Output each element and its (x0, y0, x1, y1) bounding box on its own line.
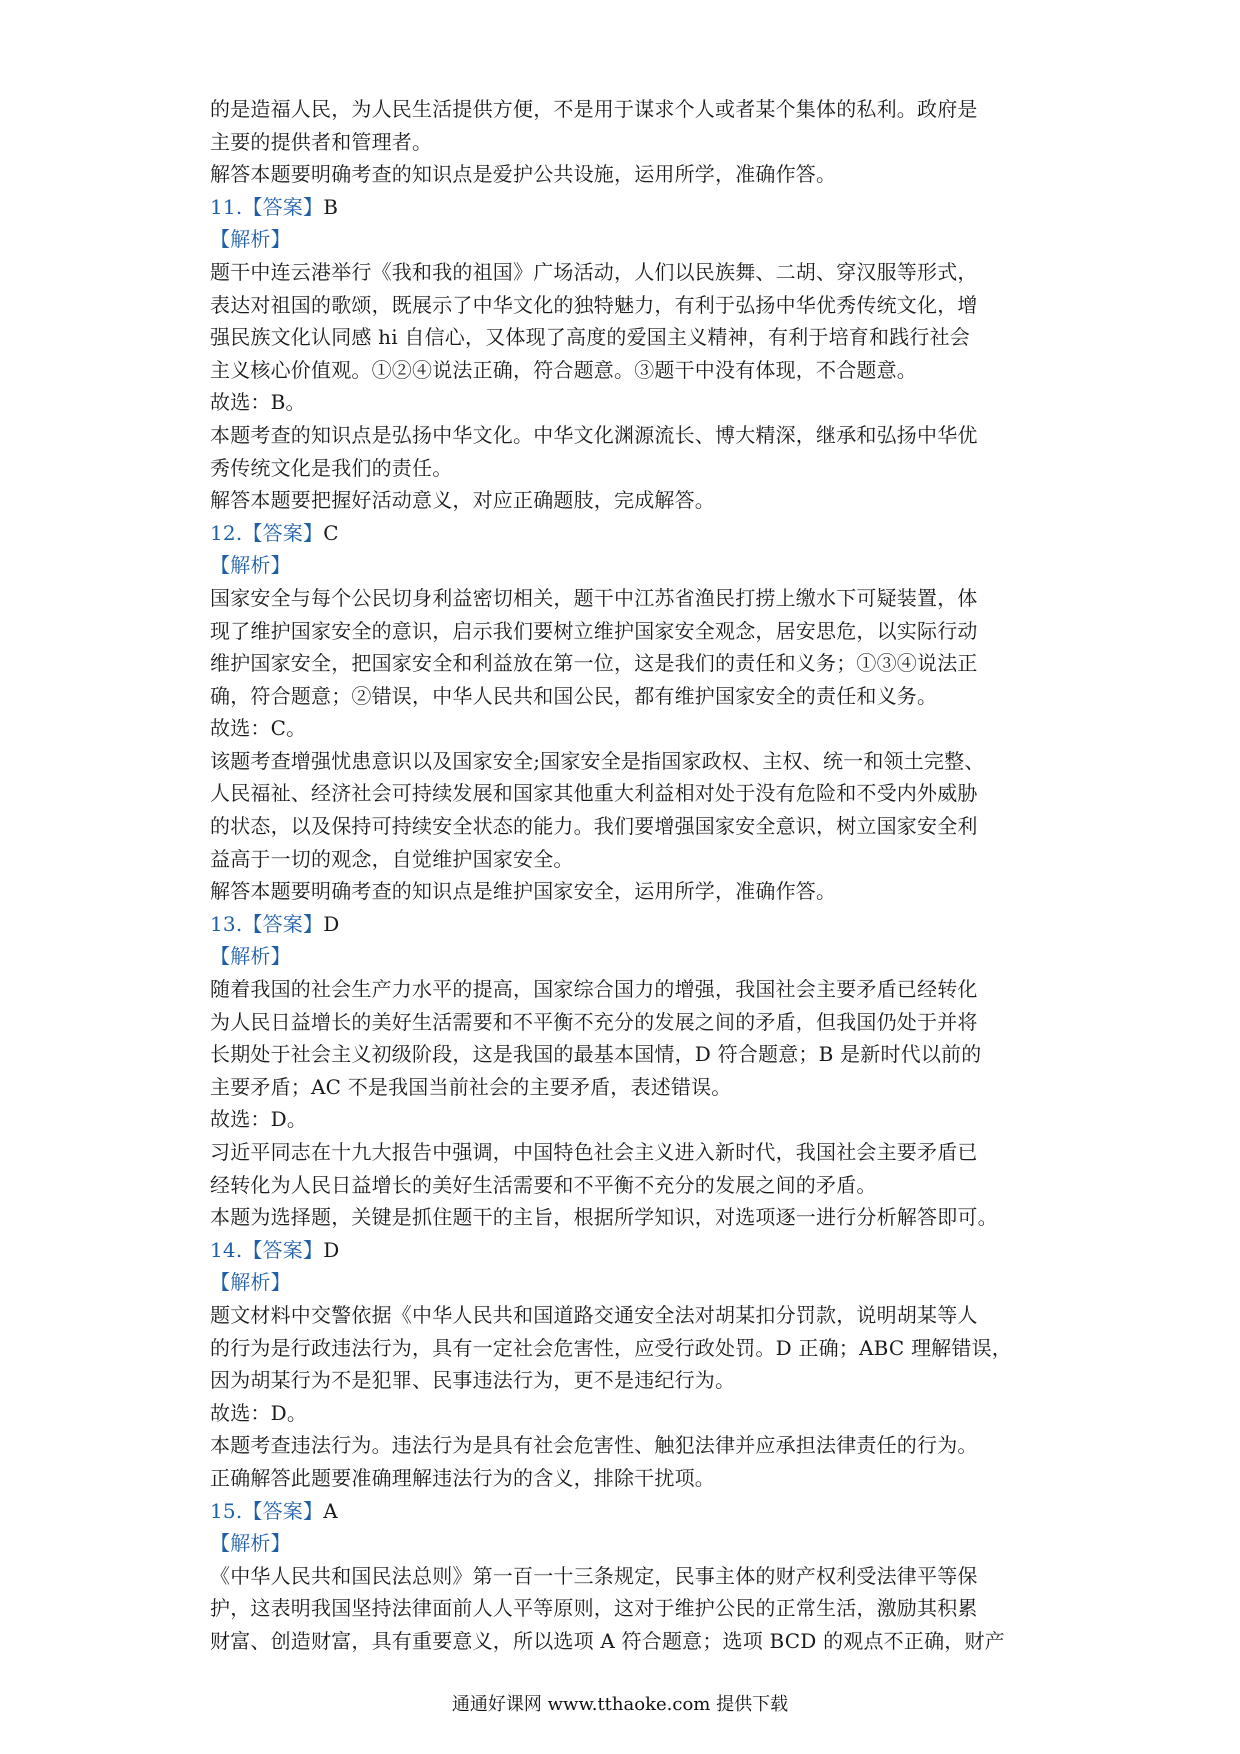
text-line (210, 321, 1048, 354)
text-line (210, 745, 1048, 778)
text-line (210, 647, 1048, 680)
text-line (210, 191, 1048, 224)
label-text: 【解析】 (210, 227, 291, 252)
text-line (210, 289, 1048, 322)
label-text: 【解析】 (210, 1531, 291, 1556)
text-line (210, 223, 1048, 256)
label-text: 【解析】 (210, 553, 291, 578)
text-line (210, 810, 1048, 843)
body-text: 题干中连云港举行《我和我的祖国》广场活动，人们以民族舞、二胡、穿汉服等形式， (210, 259, 978, 284)
body-text: 表达对祖国的歌颂，既展示了中华文化的独特魅力，有利于弘扬中华优秀传统文化，增 (210, 292, 978, 317)
text-line (210, 582, 1048, 615)
text-line (210, 158, 1048, 191)
body-text: D (323, 1237, 340, 1262)
text-line (210, 1592, 1048, 1625)
body-text: 主义核心价值观。①②④说法正确，符合题意。③题干中没有体现，不合题意。 (210, 357, 917, 382)
body-text: B (323, 194, 339, 219)
body-text: 故选：B。 (210, 390, 306, 415)
text-line (210, 1136, 1048, 1169)
text-line (210, 940, 1048, 973)
label-text: 14.【答案】 (210, 1237, 324, 1262)
text-line (210, 256, 1048, 289)
text-line (210, 1560, 1048, 1593)
text-line (210, 1038, 1048, 1071)
text-line (210, 517, 1048, 550)
body-text: 解答本题要明确考查的知识点是爱护公共设施，运用所学，准确作答。 (210, 162, 837, 187)
body-text: 该题考查增强忧患意识以及国家安全;国家安全是指国家政权、主权、统一和领土完整、 (210, 748, 985, 773)
text-line (210, 1527, 1048, 1560)
body-text: 的状态，以及保持可持续安全状态的能力。我们要增强国家安全意识，树立国家安全利 (210, 814, 978, 839)
body-text: 题文材料中交警依据《中华人民共和国道路交通安全法对胡某扣分罚款，说明胡某等人 (210, 1302, 978, 1327)
body-text: 的行为是行政违法行为，具有一定社会危害性，应受行政处罚。D 正确；ABC 理解错误， (210, 1335, 1012, 1360)
text-line (210, 973, 1048, 1006)
body-text: 故选：C。 (210, 716, 307, 741)
text-line (210, 1397, 1048, 1430)
body-text: A (323, 1498, 338, 1523)
label-text: 15.【答案】 (210, 1498, 324, 1523)
text-line (210, 1006, 1048, 1039)
text-line (210, 386, 1048, 419)
body-text: 因为胡某行为不是犯罪、民事违法行为，更不是违纪行为。 (210, 1368, 736, 1393)
label-text: 【解析】 (210, 944, 291, 969)
body-text: 随着我国的社会生产力水平的提高，国家综合国力的增强，我国社会主要矛盾已经转化 (210, 977, 978, 1002)
body-text: 益高于一切的观念，自觉维护国家安全。 (210, 846, 574, 871)
text-line (210, 712, 1048, 745)
text-line (210, 549, 1048, 582)
label-text: 12.【答案】 (210, 520, 324, 545)
body-text: 主要矛盾；AC 不是我国当前社会的主要矛盾，表述错误。 (210, 1074, 732, 1099)
text-line (210, 126, 1048, 159)
text-line (210, 680, 1048, 713)
body-text: 故选：D。 (210, 1400, 308, 1425)
text-line (210, 1234, 1048, 1267)
text-line (210, 419, 1048, 452)
text-line (210, 354, 1048, 387)
text-line (210, 1266, 1048, 1299)
body-text: 现了维护国家安全的意识，启示我们要树立维护国家安全观念，居安思危，以实际行动 (210, 618, 978, 643)
text-line (210, 93, 1048, 126)
text-line (210, 1429, 1048, 1462)
text-line (210, 1071, 1048, 1104)
text-line (210, 1462, 1048, 1495)
answer-analysis-text (210, 93, 1048, 1658)
body-text: 主要的提供者和管理者。 (210, 129, 433, 154)
body-text: D (323, 911, 340, 936)
page-footer: 通通好课网 www.tthaoke.com 提供下载 (451, 1694, 789, 1715)
body-text: 确，符合题意；②错误，中华人民共和国公民，都有维护国家安全的责任和义务。 (210, 683, 938, 708)
text-line (210, 1495, 1048, 1528)
body-text: 维护国家安全，把国家安全和利益放在第一位，这是我们的责任和义务；①③④说法正 (210, 651, 978, 676)
text-line (210, 1299, 1048, 1332)
body-text: 国家安全与每个公民切身利益密切相关，题干中江苏省渔民打捞上缴水下可疑装置，体 (210, 585, 978, 610)
body-text: 经转化为人民日益增长的美好生活需要和不平衡不充分的发展之间的矛盾。 (210, 1172, 877, 1197)
body-text: 财富、创造财富，具有重要意义，所以选项 A 符合题意；选项 BCD 的观点不正确，财产 (210, 1628, 1005, 1653)
body-text: 解答本题要把握好活动意义，对应正确题肢，完成解答。 (210, 488, 715, 513)
body-text: 为人民日益增长的美好生活需要和不平衡不充分的发展之间的矛盾，但我国仍处于并将 (210, 1009, 978, 1034)
text-line (210, 843, 1048, 876)
text-line (210, 1201, 1048, 1234)
text-line (210, 1103, 1048, 1136)
body-text: 强民族文化认同感 hi 自信心，又体现了高度的爱国主义精神，有利于培育和践行社会 (210, 325, 970, 350)
body-text: 解答本题要明确考查的知识点是维护国家安全，运用所学，准确作答。 (210, 879, 837, 904)
text-line (210, 615, 1048, 648)
body-text: 《中华人民共和国民法总则》第一百一十三条规定，民事主体的财产权利受法律平等保 (210, 1563, 978, 1588)
body-text: 故选：D。 (210, 1107, 308, 1132)
label-text: 13.【答案】 (210, 911, 324, 936)
body-text: 人民福祉、经济社会可持续发展和国家其他重大利益相对处于没有危险和不受内外威胁 (210, 781, 978, 806)
text-line (210, 1364, 1048, 1397)
text-line (210, 1332, 1048, 1365)
text-line (210, 908, 1048, 941)
text-line (210, 875, 1048, 908)
text-line (210, 452, 1048, 485)
body-text: 本题考查的知识点是弘扬中华文化。中华文化渊源流长、博大精深，继承和弘扬中华优 (210, 422, 978, 447)
label-text: 11.【答案】 (210, 194, 324, 219)
text-line (210, 484, 1048, 517)
body-text: 正确解答此题要准确理解违法行为的含义，排除干扰项。 (210, 1465, 715, 1490)
body-text: 习近平同志在十九大报告中强调，中国特色社会主义进入新时代，我国社会主要矛盾已 (210, 1140, 978, 1164)
body-text: C (323, 520, 339, 545)
body-text: 护，这表明我国坚持法律面前人人平等原则，这对于维护公民的正常生活，激励其积累 (210, 1596, 978, 1621)
body-text: 的是造福人民，为人民生活提供方便，不是用于谋求个人或者某个集体的私利。政府是 (210, 97, 978, 121)
body-text: 长期处于社会主义初级阶段，这是我国的最基本国情，D 符合题意；B 是新时代以前的 (210, 1042, 982, 1067)
text-line (210, 1625, 1048, 1658)
body-text: 秀传统文化是我们的责任。 (210, 455, 453, 480)
label-text: 【解析】 (210, 1270, 291, 1295)
text-line (210, 777, 1048, 810)
body-text: 本题为选择题，关键是抓住题干的主旨，根据所学知识，对选项逐一进行分析解答即可。 (210, 1205, 998, 1230)
text-line (210, 1169, 1048, 1202)
body-text: 本题考查违法行为。违法行为是具有社会危害性、触犯法律并应承担法律责任的行为。 (210, 1433, 978, 1458)
